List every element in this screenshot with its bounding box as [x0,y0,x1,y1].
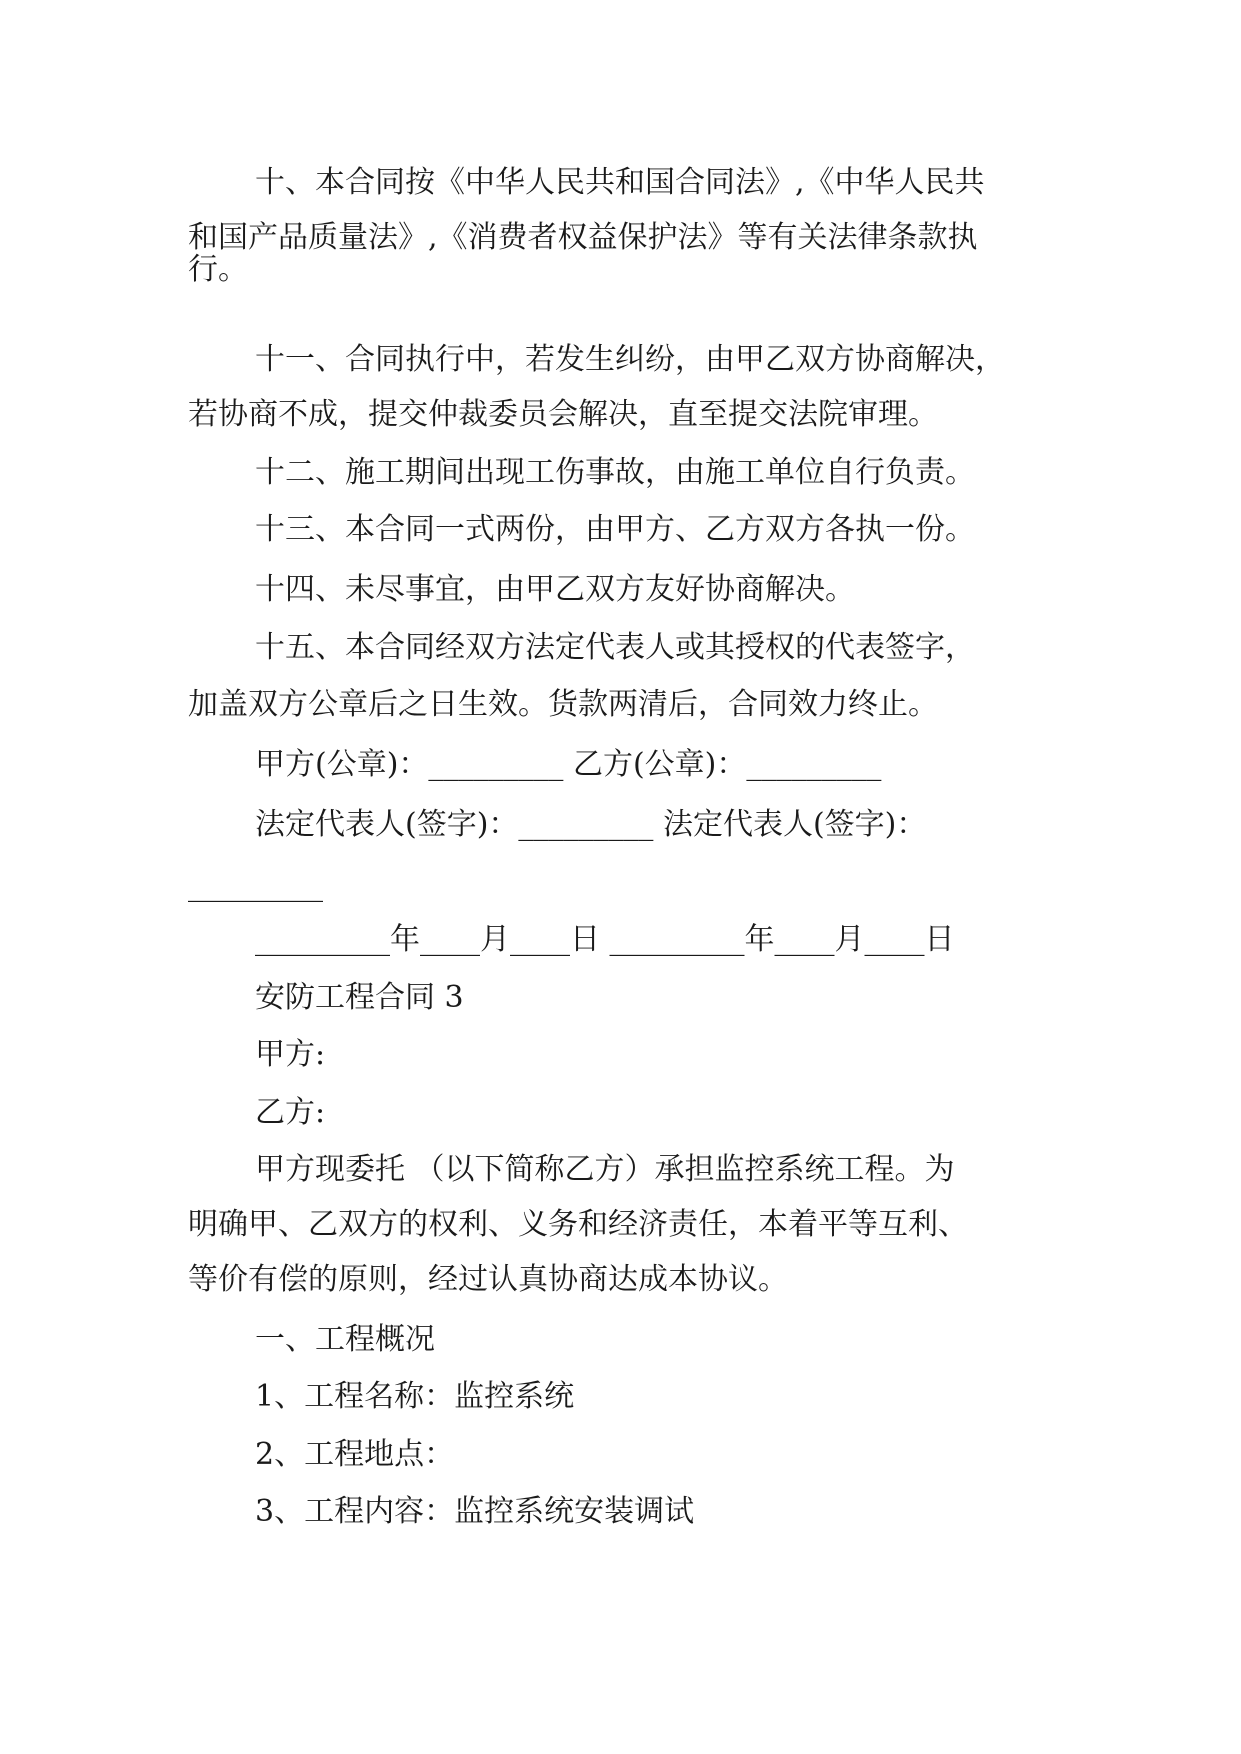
seal-line: 甲方(公章)：_________ 乙方(公章)：_________ [255,747,882,782]
intro-line-3: 等价有偿的原则，经过认真协商达成本协议。 [188,1262,788,1297]
clause-10-line-1: 十、本合同按《中华人民共和国合同法》,《中华人民共 [255,165,985,200]
clause-15-line-1: 十五、本合同经双方法定代表人或其授权的代表签字， [255,630,975,665]
party-b-label: 乙方: [255,1095,326,1130]
clause-15-line-2: 加盖双方公章后之日生效。货款两清后，合同效力终止。 [188,687,938,722]
clause-10-line-3: 行。 [188,252,248,287]
clause-12: 十二、施工期间出现工伤事故，由施工单位自行负责。 [255,455,975,490]
intro-line-2: 明确甲、乙双方的权利、义务和经济责任，本着平等互利、 [188,1207,968,1242]
clause-11-line-1: 十一、合同执行中，若发生纠纷，由甲乙双方协商解决， [255,342,1005,377]
item-project-name: 1、工程名称：监控系统 [255,1379,575,1414]
item-project-content: 3、工程内容：监控系统安装调试 [255,1494,695,1529]
party-a-label: 甲方: [255,1037,326,1072]
signature-blank: _________ [188,868,323,903]
clause-14: 十四、未尽事宜，由甲乙双方友好协商解决。 [255,572,855,607]
intro-line-1: 甲方现委托 （以下简称乙方）承担监控系统工程。为 [255,1152,955,1187]
section-title: 安防工程合同 3 [255,980,464,1015]
item-project-location: 2、工程地点： [255,1437,455,1472]
clause-11-line-2: 若协商不成，提交仲裁委员会解决，直至提交法院审理。 [188,397,938,432]
signature-line: 法定代表人(签字)：_________ 法定代表人(签字)： [255,807,927,842]
clause-13: 十三、本合同一式两份，由甲方、乙方双方各执一份。 [255,512,975,547]
date-line: _________年____月____日 _________年____月____日 [255,922,955,957]
clause-10-line-2: 和国产品质量法》,《消费者权益保护法》等有关法律条款执 [188,220,978,255]
heading-project-overview: 一、工程概况 [255,1322,435,1357]
